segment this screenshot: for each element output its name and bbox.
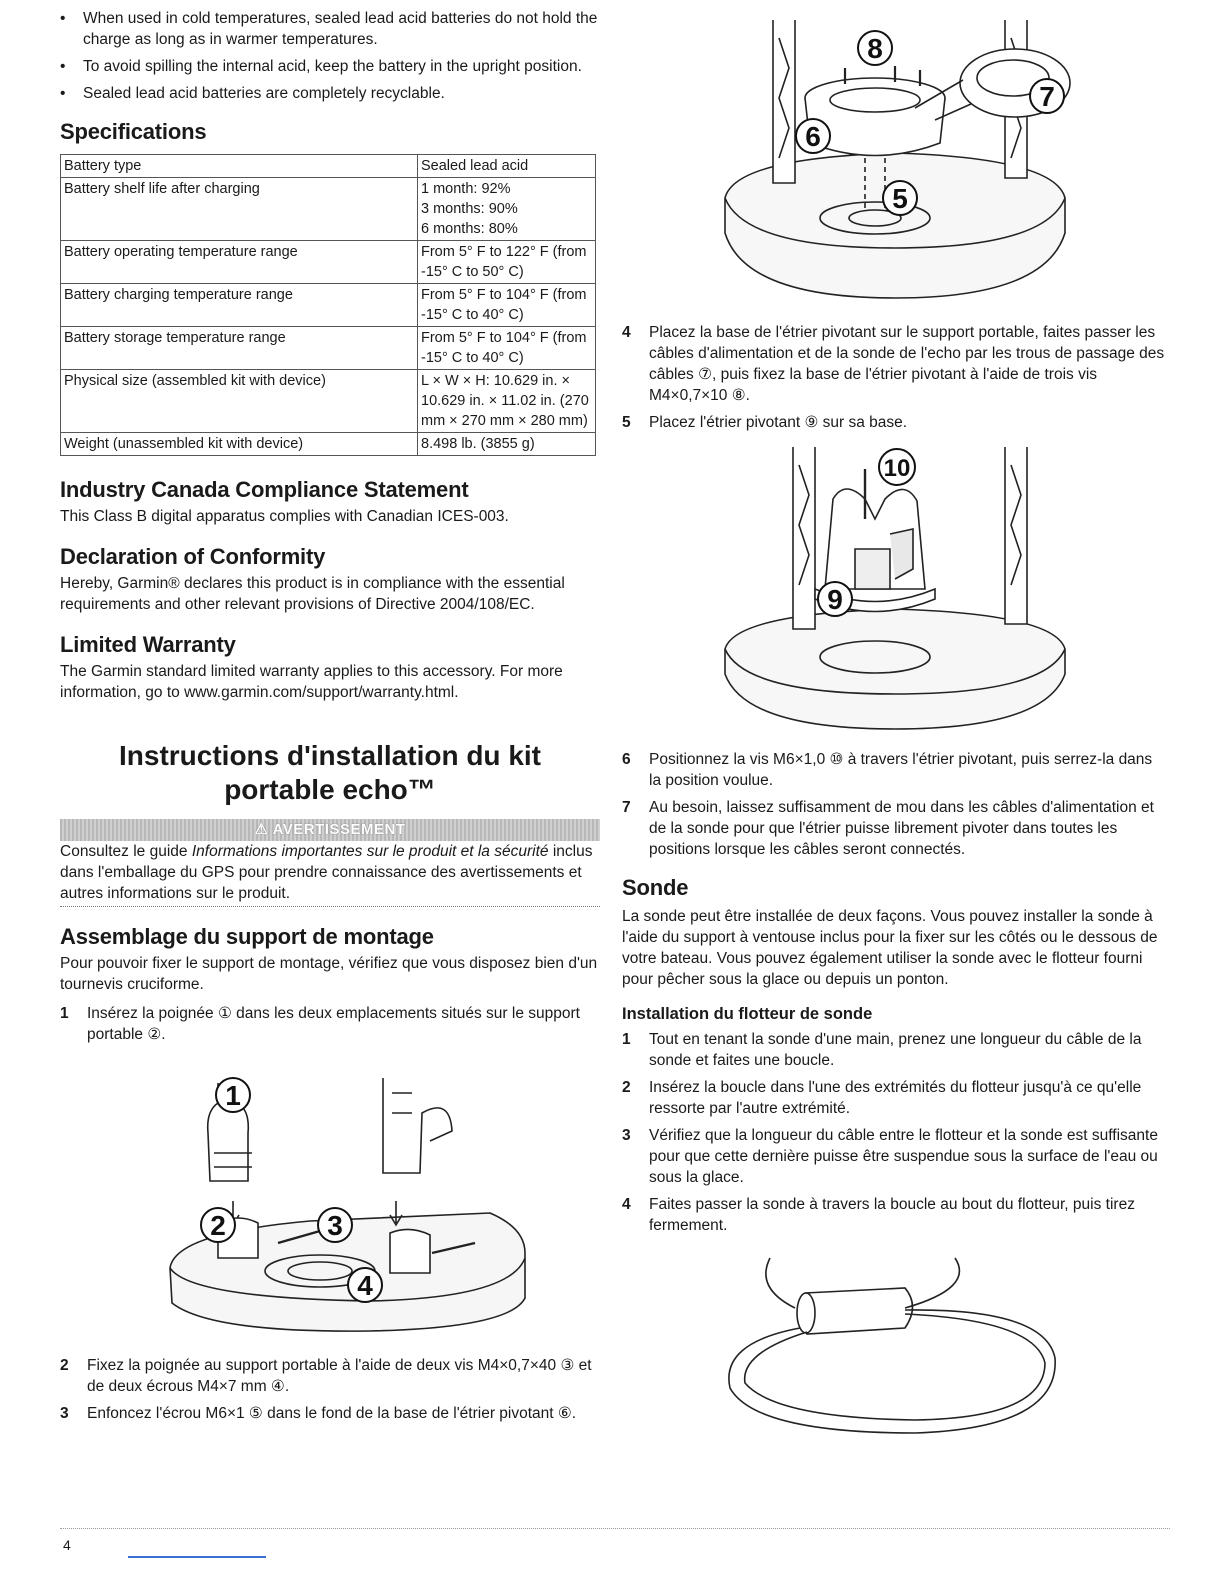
scan-mark [128,1556,266,1558]
callout-label: 8 [866,33,883,64]
warning-text-pre: Consultez le guide [60,843,192,860]
list-item: • To avoid spilling the internal acid, keep the battery in the upright position. [60,56,600,77]
callout-label: 10 [883,455,910,482]
table-cell-label: Physical size (assembled kit with device) [61,370,418,433]
warning-label: ⚠ AVERTISSEMENT [254,821,406,838]
swivel-steps-a [622,322,1167,433]
step-text: Au besoin, laissez suffisamment de mou dans les câbles d'alimentation et de la sonde pour que l'étrier puisse librement pivoter dans toutes les positions lorsque les câbles seront connectés. [649,799,1154,858]
table-cell-value: From 5° F to 122° F (from -15° C to 50° C) [418,241,596,284]
assembly-steps-a [60,1003,600,1045]
step-text: Placez la base de l'étrier pivotant sur le support portable, faites passer les câbles d'alimentation et de la sonde de l'echo par les trous de passage des câbles ⑦, puis fixez la base de l'étrier pivotant à l'aide de trois vis M4×0,7×10 ⑧. [649,324,1165,404]
conformity-text: Hereby, Garmin® declares this product is in compliance with the essential requirements and other relevant provisions of Directive 2004/108/EC. [60,575,565,613]
callout-label: 1 [225,1080,241,1111]
step-text: Placez l'étrier pivotant ⑨ sur sa base. [649,414,908,431]
list-item [60,1003,600,1045]
assembly-steps-b [60,1355,600,1424]
swivel-steps-b [622,749,1167,860]
step-text: Positionnez la vis M6×1,0 ⑩ à travers l'étrier pivotant, puis serrez-la dans la position voulue. [649,751,1153,789]
conformity-heading: Declaration of Conformity [60,544,326,569]
callout-label: 2 [210,1210,226,1241]
table-cell-label: Weight (unassembled kit with device) [61,433,418,456]
warranty-heading: Limited Warranty [60,632,236,657]
list-item: • Sealed lead acid batteries are completely recyclable. [60,83,600,104]
callout-label: 5 [891,183,908,214]
step-text: Faites passer la sonde à travers la boucle au bout du flotteur, puis tirez fermement. [649,1196,1135,1234]
industry-canada-text: This Class B digital apparatus complies with Canadian ICES-003. [60,508,509,525]
list-item [60,1403,600,1424]
table-row [61,327,596,370]
table-cell-value: 8.498 lb. (3855 g) [418,433,596,456]
list-item [622,749,1167,791]
callout-label: 9 [826,584,843,615]
step-number: 7 [622,799,631,816]
list-item: • When used in cold temperatures, sealed lead acid batteries do not hold the charge as long as in warmer temperatures. [60,8,600,50]
step-text: Enfoncez l'écrou M6×1 ⑤ dans le fond de la base de l'étrier pivotant ⑥. [87,1405,577,1422]
table-row [61,155,596,178]
step-number: 3 [622,1127,631,1144]
step-number: 3 [60,1405,69,1422]
step-text: Fixez la poignée au support portable à l'aide de deux vis M4×0,7×40 ③ et de deux écrous M4×7 mm ④. [87,1357,592,1395]
table-row [61,241,596,284]
step-number: 1 [60,1005,69,1022]
battery-notes-list [60,8,600,104]
step-text: Vérifiez que la longueur du câble entre le flotteur et la sonde est suffisante pour que cette dernière puisse être suspendue sous la surface de l'eau ou sous la glace. [649,1127,1158,1186]
float-heading: Installation du flotteur de sonde [622,1005,873,1023]
step-number: 2 [622,1079,631,1096]
specifications-heading: Specifications [60,119,207,144]
table-cell-value: From 5° F to 104° F (from -15° C to 40° C) [418,327,596,370]
specifications-table [60,154,596,456]
warning-banner [60,819,600,841]
table-cell-label: Battery type [61,155,418,178]
float-steps [622,1029,1167,1236]
warning-text [60,841,600,907]
step-number: 4 [622,1196,631,1213]
right-column [622,8,1167,1448]
callout-label: 6 [804,121,821,152]
step-text: Insérez la boucle dans l'une des extrémités du flotteur jusqu'à ce qu'elle ressorte par l'autre extrémité. [649,1079,1142,1117]
step-number: 5 [622,414,631,431]
swivel-base-figure [715,8,1075,308]
assembly-heading: Assemblage du support de montage [60,924,434,949]
page-number: 4 [63,1537,71,1553]
list-item [622,1029,1167,1071]
left-column [60,8,600,1430]
list-item [622,797,1167,860]
table-cell-value: 1 month: 92% 3 months: 90% 6 months: 80% [418,178,596,241]
table-cell-label: Battery charging temperature range [61,284,418,327]
footer-divider [60,1528,1170,1529]
assembly-intro: Pour pouvoir fixer le support de montage, vérifiez que vous disposez bien d'un tournevis cruciforme. [60,955,598,993]
warning-text-post: inclus dans l'emballage du GPS pour prendre connaissance des avertissements et autres informations sur le produit. [60,843,593,902]
list-item [622,1125,1167,1188]
swivel-mount-figure [715,439,1075,739]
step-text: Tout en tenant la sonde d'une main, prenez une longueur du câble de la sonde et faites une boucle. [649,1031,1142,1069]
industry-canada-heading: Industry Canada Compliance Statement [60,477,469,502]
french-instructions-title: Instructions d'installation du kit portable echo™ [118,740,541,805]
table-cell-label: Battery shelf life after charging [61,178,418,241]
callout-label: 7 [1038,81,1055,112]
table-cell-label: Battery storage temperature range [61,327,418,370]
step-text: Insérez la poignée ① dans les deux emplacements situés sur le support portable ②. [87,1005,580,1043]
list-item [622,322,1167,406]
table-cell-label: Battery operating temperature range [61,241,418,284]
sonde-text: La sonde peut être installée de deux façons. Vous pouvez installer la sonde à l'aide du support à ventouse inclus pour la fixer sur les côtés ou le dessous de votre bateau. Vous pouvez également utiliser la sonde avec le flotteur fourni pour pêcher sous la glace ou depuis un ponton. [622,908,1158,988]
table-cell-value: Sealed lead acid [418,155,596,178]
step-number: 6 [622,751,631,768]
step-number: 1 [622,1031,631,1048]
table-row [61,370,596,433]
safety-guide-title: Informations importantes sur le produit et la sécurité [191,843,549,860]
table-row [61,433,596,456]
callout-label: 3 [327,1210,343,1241]
table-row [61,178,596,241]
warranty-text: The Garmin standard limited warranty applies to this accessory. For more information, go to www.garmin.com/support/warranty.html. [60,663,563,701]
sonde-heading: Sonde [622,875,689,900]
list-item [622,412,1167,433]
list-item [622,1077,1167,1119]
table-cell-value: From 5° F to 104° F (from -15° C to 40° C) [418,284,596,327]
table-row [61,284,596,327]
list-item [622,1194,1167,1236]
list-item [60,1355,600,1397]
handle-assembly-figure [130,1053,530,1343]
callout-label: 4 [357,1270,373,1301]
table-cell-value: L × W × H: 10.629 in. × 10.629 in. × 11.02 in. (270 mm × 270 mm × 280 mm) [418,370,596,433]
step-number: 4 [622,324,631,341]
step-number: 2 [60,1357,69,1374]
transducer-float-figure [715,1248,1075,1448]
